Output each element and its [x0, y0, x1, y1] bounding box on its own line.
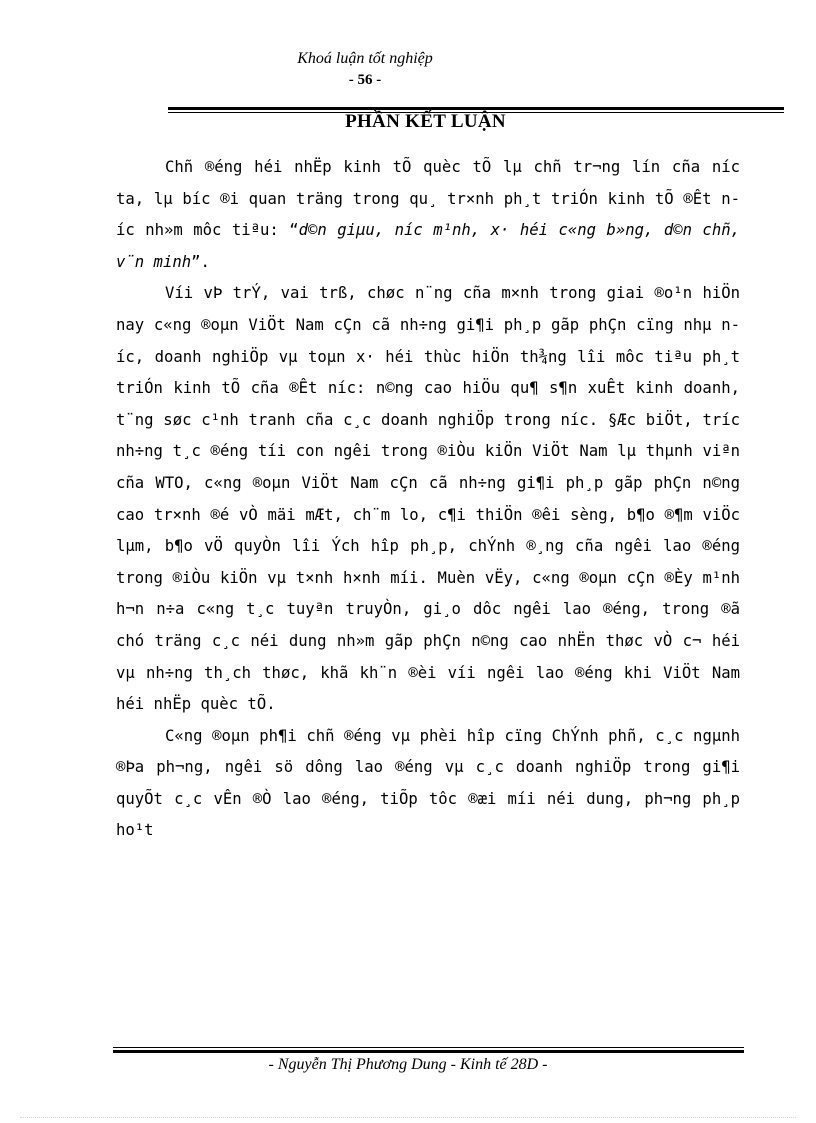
paragraph-3: C«ng ®oµn ph¶i chñ ®éng vµ phèi hîp cïng ChÝnh phñ, c¸c ngµnh ®Þa ph¬ng, ngêi sö dông lao ®éng vµ c¸c doanh nghiÖp trong gi¶i quyÕt c¸c vÊn ®Ò lao ®éng, tiÕp tôc ®æi míi néi dung, ph¬ng ph¸p ho¹t — [116, 726, 740, 840]
paragraph-1 — [116, 152, 740, 278]
paragraph-2: Víi vÞ trÝ, vai trß, chøc n¨ng cña m×nh trong giai ®o¹n hiÖn nay c«ng ®oµn ViÖt Nam cÇn cã nh÷ng gi¶i ph¸p gãp phÇn cïng nhµ níc, doanh nghiÖp vµ toµn x· héi thùc hiÖn th¾ng lîi môc tiªu ph¸t triÓn kinh tÕ cña ®Êt níc: n©ng cao hiÖu qu¶ s¶n xuÊt kinh doanh, t¨ng søc c¹nh tranh cña c¸c doanh nghiÖp trong níc. §Æc biÖt, tríc nh÷ng t¸c ®éng tíi con ngêi trong ®iÒu kiÖn ViÖt Nam lµ thµnh viªn cña WTO, c«ng ®oµn ViÖt Nam cÇn cã nh÷ng gi¶i ph¸p gãp phÇn n©ng cao tr×nh ®é vÒ mäi mÆt, ch¨m lo, c¶i thiÖn ®êi sèng, b¶o ®¶m viÖc lµm, b¶o vÖ quyÒn lîi Ých hîp ph¸p, chÝnh ®¸ng cña ngêi lao ®éng trong ®iÒu kiÖn vµ t×nh h×nh míi. Muèn vËy, c«ng ®oµn cÇn ®Èy m¹nh h¬n n÷a c«ng t¸c tuyªn truyÒn, gi¸o dôc ngêi lao ®éng, trong ®ã chó träng c¸c néi dung nh»m gãp phÇn n©ng cao nhËn thøc vÒ c¬ héi vµ nh÷ng th¸ch thøc, khã kh¨n ®èi víi ngêi lao ®éng khi ViÖt Nam héi nhËp quèc tÕ. — [116, 284, 740, 714]
header-title: Khoá luận tốt nghiệp — [297, 50, 433, 67]
section-title: PHẦN KẾT LUẬN — [345, 111, 506, 132]
paragraph-1-emphasis: d©n giµu, níc m¹nh, x· héi c«ng b»ng, d©n chñ, v¨n minh — [116, 221, 740, 271]
page-number: - 56 - — [348, 72, 382, 88]
header-rule-thick — [168, 107, 784, 110]
footer-rule-thin — [113, 1047, 744, 1048]
paragraph-1-text: Chñ ®éng héi nhËp kinh tÕ quèc tÕ lµ chñ tr¬ng lín cña níc ta, lµ bíc ®i quan träng trong qu¸ tr×nh ph¸t triÓn kinh tÕ ®Êt níc nh»m môc tiªu: “ — [116, 158, 740, 240]
page-edge-dotted-line — [20, 1117, 796, 1118]
footer-text: - Nguyễn Thị Phương Dung - Kinh tế 28D - — [268, 1056, 548, 1073]
body-text — [116, 152, 740, 847]
paragraph-1-tail: ”. — [191, 252, 210, 271]
footer-rule-thick — [113, 1050, 744, 1053]
